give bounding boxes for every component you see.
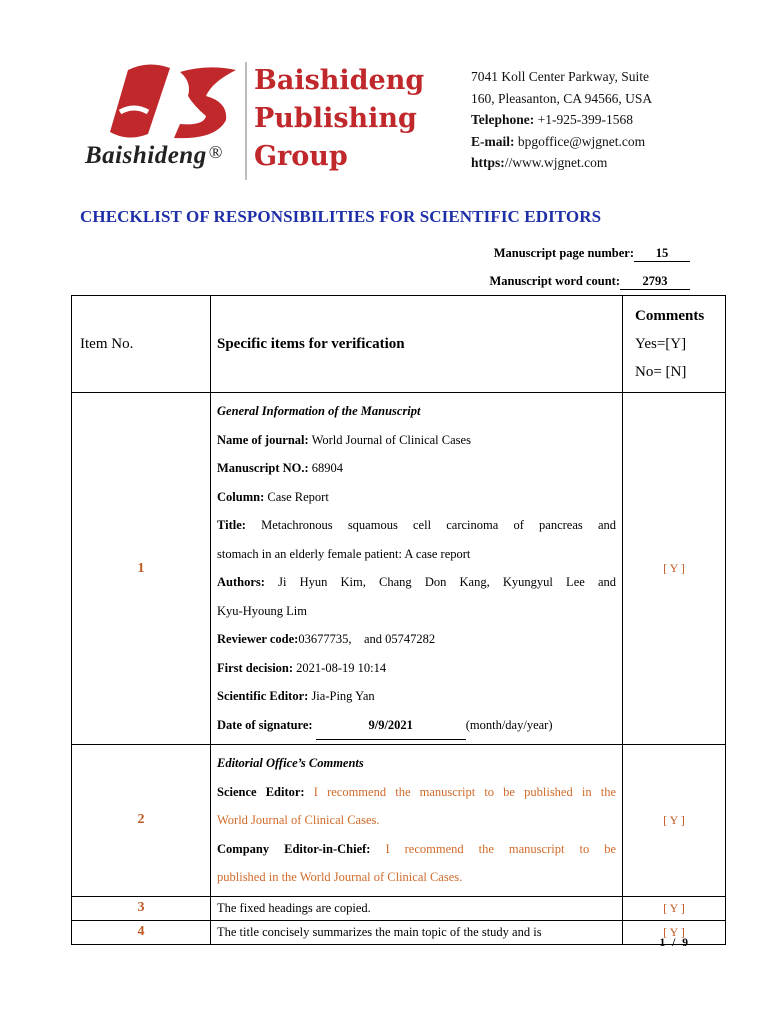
item-number: 3 [72, 896, 211, 920]
editor-value: Jia-Ping Yan [311, 689, 375, 703]
header-specific-items: Specific items for verification [211, 296, 623, 393]
table-row [72, 896, 726, 920]
authors-value-line-1: Ji Hyun Kim, Chang Don Kang, Kyungyul Lee and [278, 575, 617, 589]
baishideng-bs-icon [108, 62, 268, 144]
yes-legend: Yes=[Y] [635, 336, 687, 352]
logo-line-2: Publishing [254, 103, 417, 134]
table-header-row [72, 296, 726, 393]
website-label: https: [471, 155, 505, 170]
item-content: The fixed headings are copied. [211, 896, 623, 920]
title-value-line-2: stomach in an elderly female patient: A case report [217, 546, 471, 561]
item-comment: [ Y ] [623, 393, 726, 745]
item-content [211, 393, 623, 745]
item-content: The title concisely summarizes the main topic of the study and is [211, 920, 623, 944]
website-value[interactable]: //www.wjgnet.com [504, 155, 608, 170]
reviewer-label: Reviewer code: [217, 632, 299, 646]
page-indicator [660, 937, 690, 949]
column-value: Case Report [267, 489, 329, 504]
current-page: 1 [659, 937, 668, 949]
item-comment: [ Y ] [623, 920, 726, 944]
science-editor-comment-line-2: World Journal of Clinical Cases. [217, 813, 380, 827]
website-line [471, 152, 652, 174]
comments-label: Comments [635, 308, 705, 324]
journal-value: World Journal of Clinical Cases [311, 432, 471, 447]
checklist-table [71, 295, 726, 945]
page-number-label: Manuscript page number: [493, 246, 634, 260]
logo-wordmark [85, 142, 223, 170]
decision-label: First decision: [217, 660, 294, 675]
page-separator: / [672, 937, 678, 949]
manuscript-page-number [494, 246, 690, 262]
section-heading: Editorial Office’s Comments [217, 756, 364, 770]
table-row [72, 920, 726, 944]
science-editor-comment-line-1: I recommend the manuscript to be published in the [313, 784, 617, 799]
manuscript-no-value: 68904 [311, 461, 344, 475]
item-content [211, 745, 623, 897]
column-label: Column: [217, 489, 265, 504]
company-editor-comment-line-2: published in the World Journal of Clinical Cases. [217, 870, 463, 884]
title-label: Title: [217, 518, 246, 532]
contact-info [471, 66, 652, 174]
item-number: 4 [72, 920, 211, 944]
company-editor-label: Company Editor-in-Chief: [217, 841, 371, 856]
header-item-no: Item No. [72, 296, 211, 393]
journal-label: Name of journal: [217, 432, 309, 447]
page-number-value: 15 [634, 246, 690, 262]
word-count-label: Manuscript word count: [489, 274, 620, 288]
header-comments [623, 296, 726, 393]
page-title: CHECKLIST OF RESPONSIBILITIES FOR SCIENTIFIC EDITORS [80, 207, 602, 226]
reviewer-value: 03677735, and 05747282 [298, 632, 436, 646]
editor-label: Scientific Editor: [217, 689, 309, 703]
word-count-value: 2793 [620, 274, 690, 290]
telephone-line [471, 109, 652, 131]
manuscript-no-label: Manuscript NO.: [217, 461, 309, 475]
item-number: 1 [72, 393, 211, 745]
total-pages: 9 [682, 937, 690, 949]
telephone-value: +1-925-399-1568 [537, 112, 633, 127]
publisher-logo [80, 62, 440, 180]
email-value[interactable]: bpgoffice@wjgnet.com [517, 133, 646, 149]
logo-line-1: Baishideng [254, 65, 425, 96]
item-comment: [ Y ] [623, 745, 726, 897]
logo-divider [245, 62, 247, 180]
item-number: 2 [72, 745, 211, 897]
authors-value-line-2: Kyu-Hyoung Lim [217, 603, 307, 618]
table-row [72, 393, 726, 745]
signature-format: (month/day/year) [465, 717, 553, 732]
registered-mark: ® [208, 142, 223, 162]
email-line [471, 131, 652, 153]
no-legend: No= [N] [635, 364, 687, 380]
logo-line-3: Group [254, 141, 348, 172]
title-value-line-1: Metachronous squamous cell carcinoma of pancreas and [261, 518, 616, 532]
section-heading: General Information of the Manuscript [217, 404, 421, 418]
address-line-1: 7041 Koll Center Parkway, Suite [471, 69, 649, 84]
signature-date: 9/9/2021 [316, 711, 466, 741]
science-editor-label: Science Editor: [217, 784, 305, 799]
authors-label: Authors: [217, 575, 265, 589]
email-label: E-mail: [471, 133, 515, 149]
address-line-2: 160, Pleasanton, CA 94566, USA [471, 90, 653, 106]
table-row [72, 745, 726, 897]
item-comment: [ Y ] [623, 896, 726, 920]
decision-value: 2021-08-19 10:14 [296, 660, 387, 675]
logo-brand-text: Baishideng [85, 142, 207, 169]
telephone-label: Telephone: [471, 112, 535, 127]
signature-label: Date of signature: [217, 717, 313, 732]
company-editor-comment-line-1: I recommend the manuscript to be [385, 841, 616, 856]
manuscript-word-count [489, 274, 690, 290]
